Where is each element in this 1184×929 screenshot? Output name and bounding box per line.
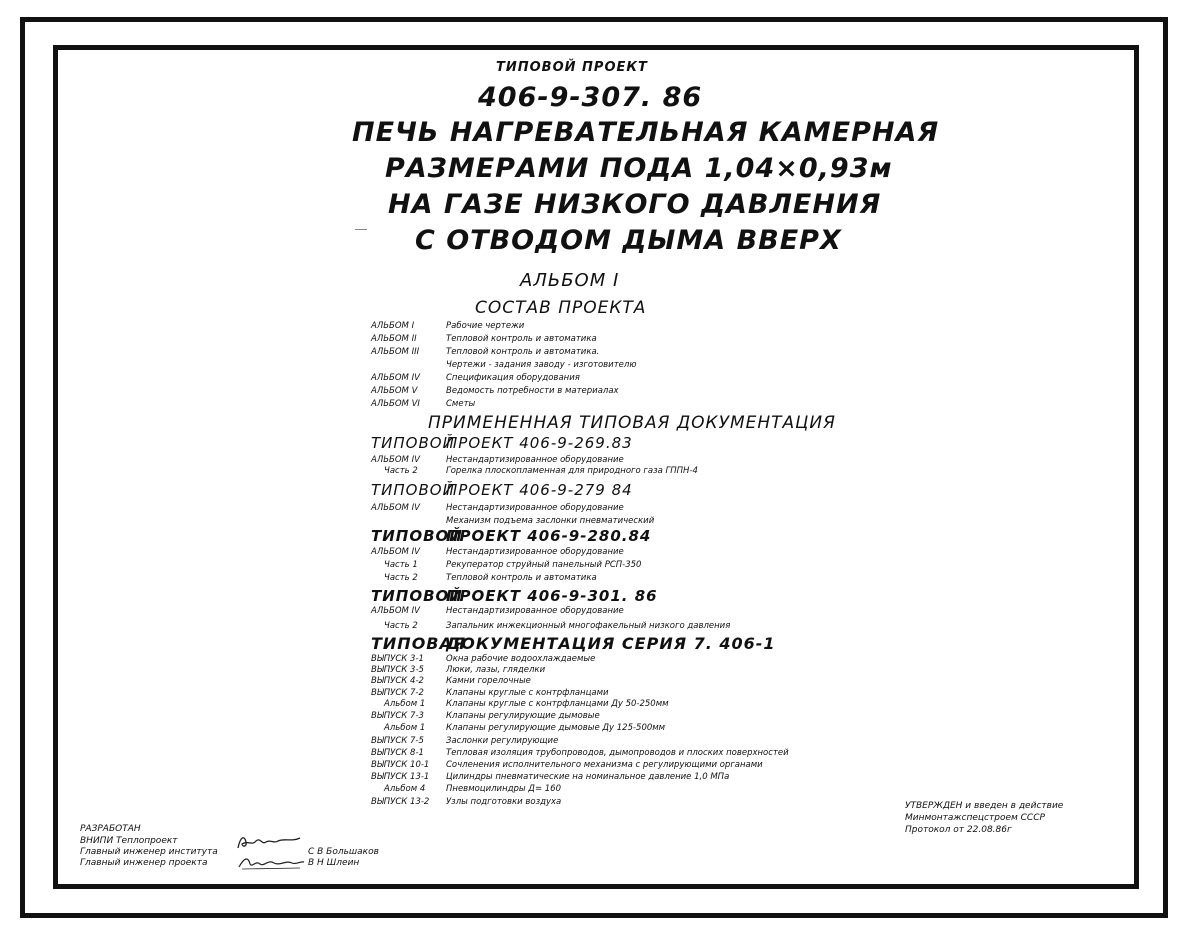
approval-line: Протокол от 22.08.86г [905,825,1012,835]
project-row-label: АЛЬБОМ IV [371,547,420,557]
project-row-text: Нестандартизированное оборудование [446,606,624,616]
composition-heading: СОСТАВ ПРОЕКТА [475,298,647,318]
project-row-label: АЛЬБОМ IV [371,503,420,513]
project-row-text: Нестандартизированное оборудование [446,455,624,465]
project-row-text: Тепловой контроль и автоматика [446,573,597,583]
series-row-label: Альбом 1 [384,723,426,733]
series-row-text: Узлы подготовки воздуха [446,797,562,807]
project-row-label: АЛЬБОМ IV [371,455,420,465]
project-number: 406-9-307. 86 [478,82,703,113]
project-type: ТИПОВОЙ ПРОЕКТ [496,60,648,75]
series-row-text: Заслонки регулирующие [446,736,559,746]
composition-label: АЛЬБОМ I [371,321,415,331]
series-row-label: ВЫПУСК 13-2 [371,797,430,807]
series-row-label: Альбом 1 [384,699,426,709]
series-row-text: Сочленения исполнительного механизма с регулирующими органами [446,760,763,770]
project-row-text: Нестандартизированное оборудование [446,503,624,513]
title-line-2: РАЗМЕРАМИ ПОДА 1,04×0,93м [385,153,893,184]
composition-text: Сметы [446,399,476,409]
series-row-label: ВЫПУСК 7-2 [371,688,424,698]
project-row-label: Часть 1 [384,560,418,570]
developer-name: С В Большаков [308,847,379,857]
project-title-a: ТИПОВОЙ [371,434,455,452]
series-title-b: ДОКУМЕНТАЦИЯ СЕРИЯ 7. 406-1 [446,634,776,653]
project-row-label: АЛЬБОМ IV [371,606,420,616]
composition-label: АЛЬБОМ II [371,334,417,344]
series-row-label: ВЫПУСК 7-5 [371,736,424,746]
project-title-b: ПРОЕКТ 406-9-279 84 [446,481,633,499]
album-label: АЛЬБОМ I [520,270,620,291]
developer-role: Главный инженер института [80,847,218,857]
developer-name: В Н Шлеин [308,858,360,868]
composition-text: Рабочие чертежи [446,321,525,331]
series-row-label: ВЫПУСК 13-1 [371,772,430,782]
series-row-text: Люки, лазы, гляделки [446,665,546,675]
series-title-a: ТИПОВАЯ [371,634,467,653]
series-row-label: ВЫПУСК 10-1 [371,760,430,770]
composition-text: Тепловой контроль и автоматика. [446,347,600,357]
approval-line: Минмонтажспецстроем СССР [905,813,1045,823]
title-line-1: ПЕЧЬ НАГРЕВАТЕЛЬНАЯ КАМЕРНАЯ [352,117,940,148]
series-row-text: Тепловая изоляция трубопроводов, дымопроводов и плоских поверхностей [446,748,789,758]
series-row-text: Клапаны круглые с контрфланцами [446,688,609,698]
series-row-label: Альбом 4 [384,784,426,794]
project-row-label: Часть 2 [384,466,418,476]
project-row-label: Часть 2 [384,573,418,583]
composition-text: Спецификация оборудования [446,373,580,383]
developer-role: Главный инженер проекта [80,858,208,868]
project-title-b: ПРОЕКТ 406-9-269.83 [446,434,633,452]
composition-text: Ведомость потребности в материалах [446,386,619,396]
series-row-label: ВЫПУСК 7-3 [371,711,424,721]
series-row-text: Пневмоцилиндры Д= 160 [446,784,561,794]
series-row-text: Клапаны регулирующие дымовые Ду 125-500мм [446,723,666,733]
series-row-text: Клапаны круглые с контрфланцами Ду 50-250мм [446,699,669,709]
composition-label: АЛЬБОМ VI [371,399,420,409]
series-row-label: ВЫПУСК 3-1 [371,654,424,664]
applied-heading: ПРИМЕНЕННАЯ ТИПОВАЯ ДОКУМЕНТАЦИЯ [428,413,836,433]
project-row-label: Часть 2 [384,621,418,631]
project-row-text: Горелка плоскопламенная для природного газа ГППН-4 [446,466,698,476]
series-row-text: Цилиндры пневматические на номинальное давление 1,0 МПа [446,772,730,782]
series-row-text: Клапаны регулирующие дымовые [446,711,600,721]
project-title-a: ТИПОВОЙ [371,481,455,499]
project-row-text: Запальник инжекционный многофакельный низкого давления [446,621,731,631]
composition-label: АЛЬБОМ III [371,347,420,357]
developer-label: РАЗРАБОТАН [80,824,141,834]
signature-2 [236,852,306,872]
project-title-b: ПРОЕКТ 406-9-301. 86 [446,587,658,605]
composition-label: АЛЬБОМ IV [371,373,420,383]
stray-mark [355,229,367,230]
title-line-4: С ОТВОДОМ ДЫМА ВВЕРХ [415,225,842,256]
project-title-b: ПРОЕКТ 406-9-280.84 [446,527,652,545]
series-row-text: Окна рабочие водоохлаждаемые [446,654,596,664]
signature-1 [234,832,304,852]
project-row-text: Рекуператор струйный панельный РСП-350 [446,560,642,570]
series-row-label: ВЫПУСК 4-2 [371,676,424,686]
project-row-text: Нестандартизированное оборудование [446,547,624,557]
project-row-text: Механизм подъема заслонки пневматический [446,516,655,526]
approval-line: УТВЕРЖДЕН и введен в действие [905,801,1064,811]
series-row-text: Камни горелочные [446,676,531,686]
composition-text: Тепловой контроль и автоматика [446,334,597,344]
developer-org: ВНИПИ Теплопроект [80,836,178,846]
project-title-a: ТИПОВОЙ [371,527,463,545]
composition-text: Чертежи - задания заводу - изготовителю [446,360,637,370]
title-line-3: НА ГАЗЕ НИЗКОГО ДАВЛЕНИЯ [388,189,882,220]
series-row-label: ВЫПУСК 3-5 [371,665,424,675]
composition-label: АЛЬБОМ V [371,386,418,396]
project-title-a: ТИПОВОЙ [371,587,463,605]
series-row-label: ВЫПУСК 8-1 [371,748,424,758]
